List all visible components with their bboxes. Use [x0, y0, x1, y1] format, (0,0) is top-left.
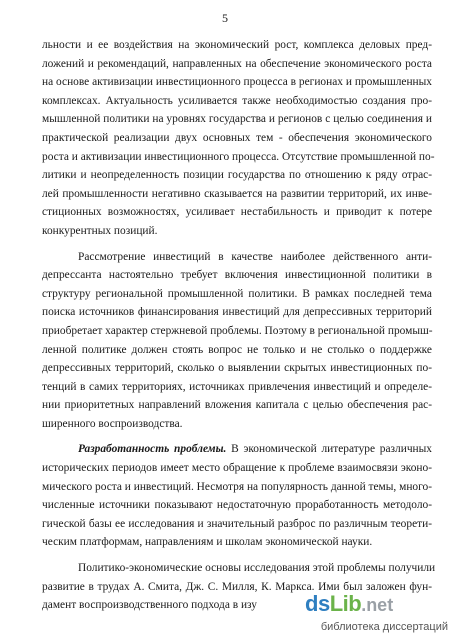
line-text: депрессанта настоятельно требует включения инвестиционной политики в: [42, 269, 432, 282]
document-body: [42, 36, 436, 615]
watermark-subtitle: библиотека диссертаций: [320, 621, 448, 633]
paragraph-gap: [42, 552, 432, 559]
line-text: ложений и рекомендаций, направленных на обеспечение экономического роста: [42, 57, 432, 70]
text-line: [42, 415, 432, 434]
text-line: [42, 440, 432, 459]
line-text: приобретает характер стержневой проблемы. Поэтому в региональной промыш-: [42, 324, 433, 337]
text-line: [42, 396, 432, 415]
line-text: лей промышленности негативно сказывается на развитии территорий, их инве-: [42, 187, 432, 200]
logo-ds: ds: [305, 591, 330, 616]
text-line: [42, 222, 432, 241]
logo-lib: Lib: [329, 591, 362, 616]
text-line: [42, 322, 432, 341]
text-line: [42, 55, 432, 74]
text-line: [42, 378, 432, 397]
line-text: стиционных возможностях, усиливает нестабильность и приводит к потере: [42, 206, 432, 219]
text-line: [42, 148, 435, 167]
line-text: практической реализации двух основных тем - обеспечения экономического: [42, 131, 432, 144]
text-line: [42, 496, 432, 515]
line-text: роста и активизации инвестиционного процесса. Отсутствие промышленной по-: [42, 150, 435, 163]
line-text: дамент воспроизводственного подхода в изу: [42, 599, 257, 612]
text-line: [42, 92, 432, 111]
paragraph-gap: [42, 433, 432, 440]
line-text: численные источники показывают недостаточную проработанность методоло-: [42, 499, 432, 512]
line-text: исторических периодов имеет место обращение к проблеме взаимосвязи эконо-: [42, 462, 432, 475]
line-text: Рассмотрение инвестиций в качестве наиболее действенного анти-: [78, 250, 432, 263]
line-text: мического роста и инвестиций. Несмотря на популярность данной темы, много-: [42, 480, 432, 493]
text-line: [42, 359, 432, 378]
line-text: ческим платформам, направлениям и школам экономической науки.: [42, 536, 373, 549]
text-line: [42, 166, 432, 185]
text-line: [42, 459, 432, 478]
page-number: 5: [222, 11, 228, 25]
line-text: Политико-экономические основы исследования этой проблемы получили: [78, 562, 436, 575]
text-line: [42, 110, 432, 129]
text-line: [42, 341, 432, 360]
line-text: В экономической литературе различных: [226, 443, 432, 456]
text-line: [42, 266, 432, 285]
text-line: [42, 478, 432, 497]
line-text: льности и ее воздействия на экономический рост, комплекса деловых пред-: [42, 39, 432, 51]
section-heading: Разработанность проблемы.: [78, 443, 227, 456]
line-text: конкурентных позиций.: [42, 224, 158, 237]
line-text: структуру региональной промышленной политики. В рамках последней тема: [42, 287, 432, 300]
line-text: развитие в трудах А. Смита, Дж. С. Милля, К. Маркса. Ими был заложен фун-: [42, 580, 432, 593]
line-text: на основе активизации инвестиционного процесса в регионах и промышленных: [42, 76, 432, 89]
text-line: [42, 203, 432, 222]
text-line: [42, 248, 432, 267]
text-line: [42, 515, 432, 534]
text-line: [42, 185, 432, 204]
line-text: ленной политике должен стоять вопрос не только и не столько о поддержке: [42, 343, 432, 356]
text-line: [42, 129, 432, 148]
line-text: литики и неопределенность позиции государства по отношению к ряду отрас-: [42, 169, 432, 182]
text-line: [42, 559, 436, 578]
text-line: [42, 303, 432, 322]
text-line: [42, 533, 432, 552]
line-text: тенций в самих территориях, источниках привлечения инвестиций и определе-: [42, 380, 432, 393]
line-text: комплексах. Актуальность усиливается также необходимостью создания про-: [42, 94, 432, 107]
logo-net: .net: [361, 595, 394, 615]
dslib-watermark: [305, 591, 448, 637]
paragraph-gap: [42, 241, 432, 248]
dslib-logo: [305, 591, 393, 617]
line-text: гической базы ее исследования и значительный разброс по различным теорети-: [42, 517, 432, 530]
line-text: ширенного воспроизводства.: [42, 417, 183, 430]
text-line: [42, 36, 432, 55]
text-line: [42, 285, 432, 304]
line-text: поиска источников финансирования инвестиций для депрессивных территорий: [42, 306, 432, 319]
line-text: нии приоритетных направлений вложения капитала с целью обеспечения рас-: [42, 399, 432, 412]
line-text: депрессивных территорий, сколько о выявлении скрытых инвестиционных по-: [42, 362, 432, 375]
line-text: мышленной политики на уровнях государства и регионов с целью соединения и: [42, 113, 432, 126]
text-line: [42, 73, 432, 92]
